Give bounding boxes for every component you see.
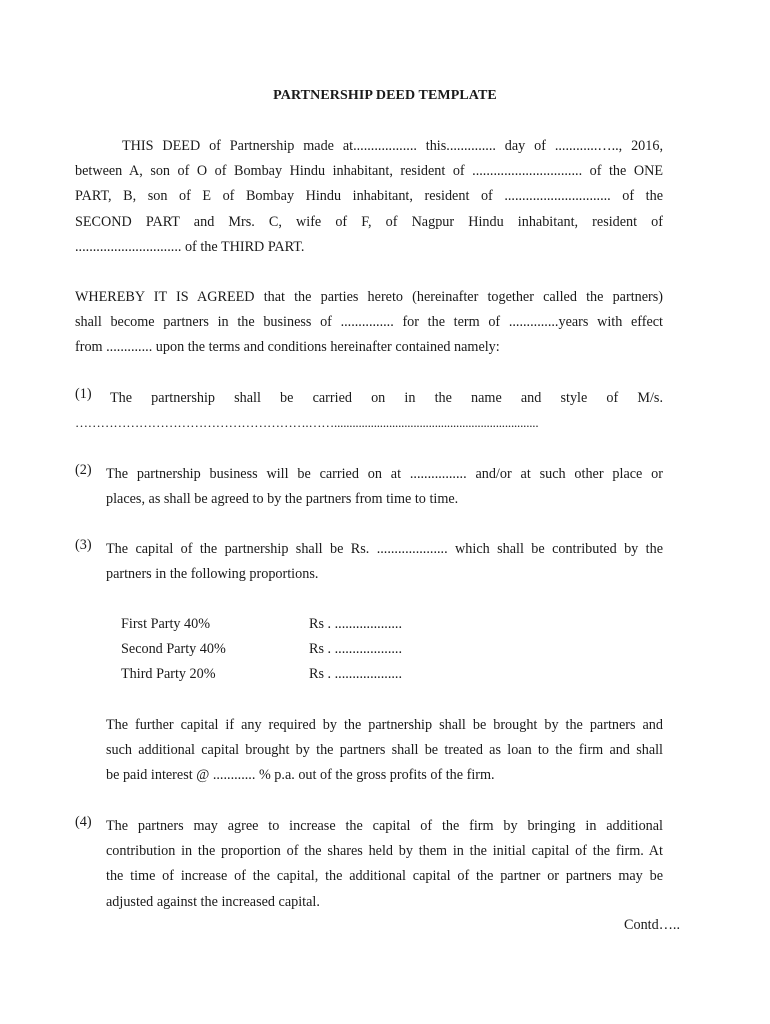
clause-2-text [106,462,663,512]
share-amount: Rs . ................... [309,666,403,682]
clause-3-line: The capital of the partnership shall be Rs. .................... which shall be contributed by the [106,541,663,557]
share-amount: Rs . ................... [309,641,403,657]
share-amount: Rs . ................... [309,616,403,632]
intro-line: .............................. of the THIRD PART. [75,238,305,255]
clause-2-number: (2) [75,462,92,478]
clause-4-line: the time of increase of the capital, the additional capital of the partner or partners may be [106,868,663,885]
intro-line: between A, son of O of Bombay Hindu inhabitant, resident of ............................... of the ONE [75,163,663,180]
clause-3-text [106,537,663,587]
share-party: Third Party 20% [121,666,216,682]
intro-line: SECOND PART and Mrs. C, wife of F, of Nagpur Hindu inhabitant, resident of [75,213,663,230]
whereby-line: from ............. upon the terms and conditions hereinafter contained namely: [75,339,500,356]
continued-marker: Contd….. [624,917,680,933]
whereby-paragraph [75,285,663,361]
share-party: First Party 40% [121,616,211,632]
further-capital-line: The further capital if any required by the partnership shall be brought by the partners and [106,717,663,733]
document-title: PARTNERSHIP DEED TEMPLATE [273,88,497,103]
clause-4-number: (4) [75,814,92,830]
clause-1-number: (1) [75,386,92,402]
intro-paragraph [75,134,663,260]
whereby-line: shall become partners in the business of ............... for the term of ..............years with effect [75,314,663,331]
further-capital-line: be paid interest @ ............ % p.a. out of the gross profits of the firm. [106,767,495,784]
clause-3-line: partners in the following proportions. [106,566,319,583]
clause-4-line: contribution in the proportion of the shares held by them in the initial capital of the firm. At [106,843,663,860]
clause-2-line: places, as shall be agreed to by the partners from time to time. [106,491,459,508]
clause-4-line: adjusted against the increased capital. [106,893,320,910]
clause-3-number: (3) [75,537,92,553]
clause-1-text: The partnership shall be carried on in the name and style of M/s. [110,390,663,406]
further-capital-paragraph [106,713,663,789]
clause-4-line: The partners may agree to increase the capital of the firm by bringing in additional [106,818,663,834]
intro-line: PART, B, son of E of Bombay Hindu inhabitant, resident of .............................. of the [75,188,663,205]
further-capital-line: such additional capital brought by the partners shall be treated as loan to the firm and shall [106,742,663,759]
clause-2-line: The partnership business will be carried on at ................ and/or at such other place or [106,466,663,482]
clause-4-text [106,814,663,915]
clause-1-blank-line: ……………………………………………….……................................................................... [75,415,539,430]
intro-line: THIS DEED of Partnership made at.................. this.............. day of ............….., 2016, [122,138,663,154]
share-party: Second Party 40% [121,641,226,657]
whereby-line: WHEREBY IT IS AGREED that the parties hereto (hereinafter together called the partners) [75,289,663,305]
